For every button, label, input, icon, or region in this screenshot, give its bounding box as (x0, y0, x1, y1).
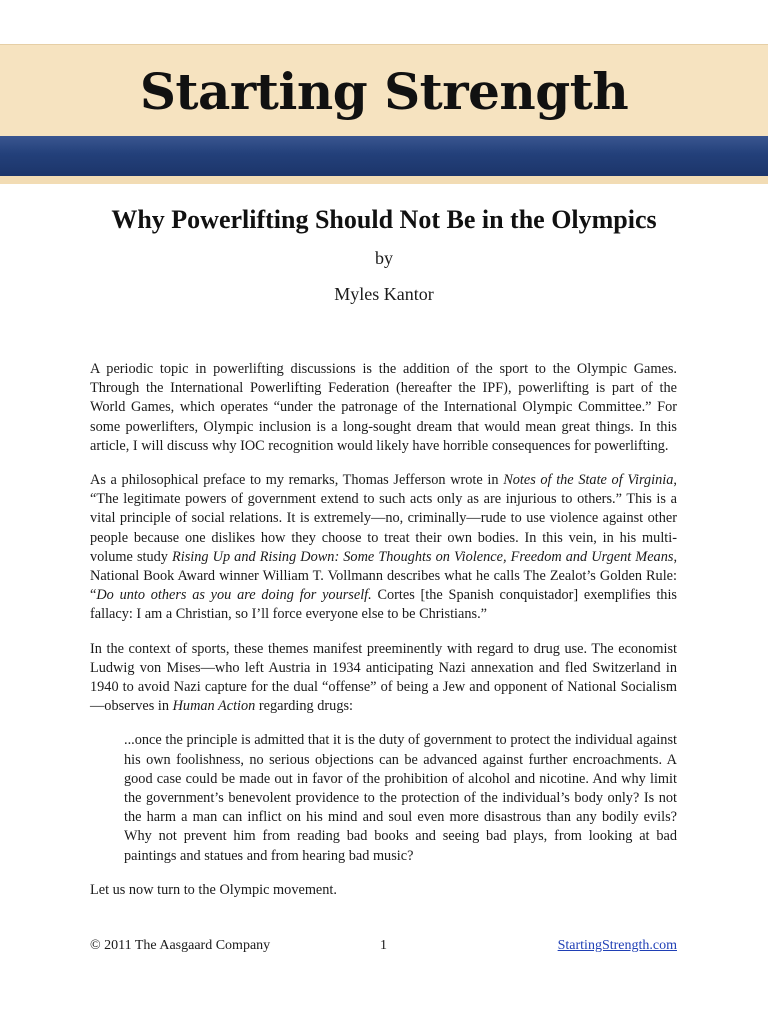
header-band-edge (0, 176, 768, 184)
book-title-human-action: Human Action (172, 698, 256, 715)
text-run: As a philosophical preface to my remarks, Thomas Jefferson wrote in (90, 472, 504, 489)
brand-title: Starting Strength (139, 62, 629, 121)
text-run: , “The legitimate powers of government extend to such acts only as are injurious to others.” This is a vital principle of social relations. It is extremely—no, criminally—rude to use violence against other people because one dislikes how they choose to treat their own bodies. In this vein, in his multi-volume study (90, 472, 677, 565)
paragraph-jefferson (90, 471, 677, 625)
page-footer (90, 936, 677, 956)
article-body (90, 360, 677, 915)
golden-rule-quote: Do unto others as you are doing for yourself. (96, 587, 372, 604)
copyright-notice: © 2011 The Aasgaard Company (90, 938, 271, 953)
text-run: Cortes [the Spanish conquistador] exemplifies this fallacy: I am a Christian, so I’ll force everyone else to be Christians.” (90, 587, 677, 623)
book-title-rising-up: Rising Up and Rising Down: Some Thoughts on Violence, Freedom and Urgent Means (172, 548, 674, 565)
paragraph-intro: A periodic topic in powerlifting discussions is the addition of the sport to the Olympic Games. Through the International Powerlifting Federation (hereafter the IPF), powerlifting is part of the World Games, which operates “under the patronage of the International Olympic Committee.” For some powerlifters, Olympic inclusion is a long-sought dream that would mean great things. In this article, I will discuss why IOC recognition would likely have horrible consequences for powerlifting. (90, 361, 677, 454)
text-run: In the context of sports, these themes manifest preeminently with regard to drug use. The economist Ludwig von Mises—who left Austria in 1934 anticipating Nazi annexation and fled Switzerland in 1940 to avoid Nazi capture for the dual “offense” of being a Jew and opponent of National Socialism—observes in (90, 640, 677, 715)
article-title: Why Powerlifting Should Not Be in the Olympics (111, 205, 657, 234)
paragraph-closing: Let us now turn to the Olympic movement. (90, 881, 337, 898)
website-link[interactable]: StartingStrength.com (557, 938, 677, 953)
page-number: 1 (380, 938, 387, 953)
author-name: Myles Kantor (334, 284, 434, 304)
paragraph-mises (90, 640, 677, 717)
block-quote: ...once the principle is admitted that it is the duty of government to protect the individual against his own foolishness, no serious objections can be advanced against further encroachments. A good case could be made out in favor of the prohibition of alcohol and nicotine. And why limit the government’s benevolent providence to the protection of the individual’s body only? Is not the harm a man can inflict on his mind and soul even more disastrous than any bodily evils? Why not prevent him from reading bad books and seeing bad plays, from looking at bad paintings and statues and from hearing bad music? (124, 732, 677, 864)
header-blue-band (0, 136, 768, 176)
text-run: , National Book Award winner William T. Vollmann describes what he calls The Zealot’s Golden Rule: “ (90, 548, 678, 604)
byline-by: by (375, 248, 393, 268)
book-title-notes-virginia: Notes of the State of Virginia (503, 472, 674, 489)
text-run: regarding drugs: (255, 698, 353, 715)
